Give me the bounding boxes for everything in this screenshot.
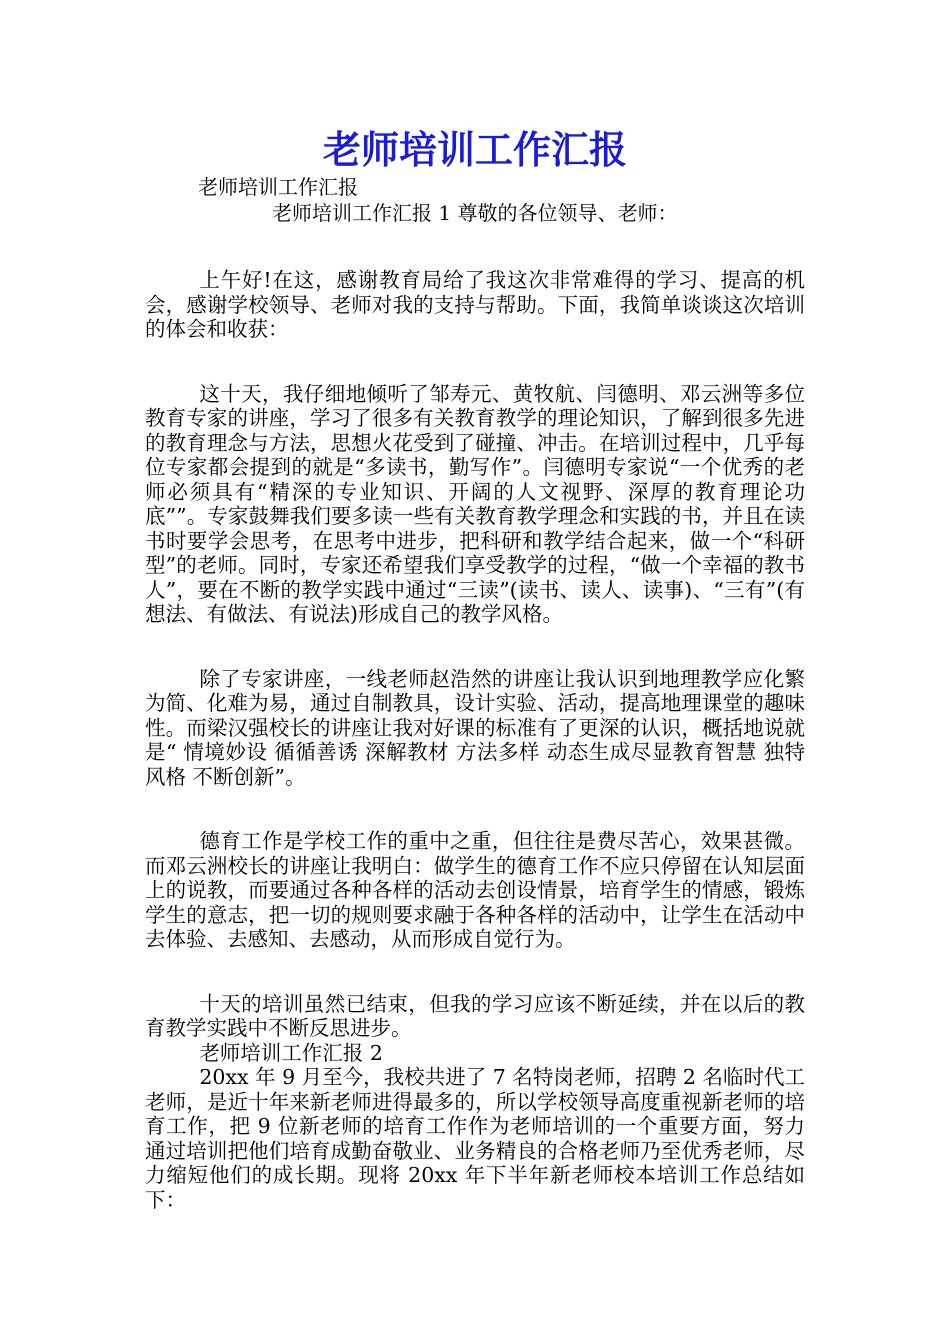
paragraph-new-teachers: 20xx 年 9 月至今，我校共进了 7 名特岗老师，招聘 2 名临时代工老师，是近十年来新老师进得最多的，所以学校领导高度重视新老师的培育工作，把 9 位新老师的培育工作作为老师培训的一个重要方面，努力通过培训把他们培育成勤奋敬业、业务精良的合格老师乃至优秀老师，尽力缩短他们的成长期。现将 20xx 年下半年新老师校本培训工作总结如下：	[145, 1065, 805, 1212]
document-body	[145, 268, 805, 1212]
paragraph-greeting: 上午好!在这，感谢教育局给了我这次非常难得的学习、提高的机会，感谢学校领导、老师对我的支持与帮助。下面，我简单谈谈这次培训的体会和收获：	[145, 268, 805, 341]
report-1-greeting: 老师培训工作汇报 1 尊敬的各位领导、老师：	[272, 201, 678, 225]
paragraph-frontline-teachers: 除了专家讲座，一线老师赵浩然的讲座让我认识到地理教学应化繁为简、化难为易，通过自制教具，设计实验、活动，提高地理课堂的趣味性。而梁汉强校长的讲座让我对好课的标准有了更深的认识，概括地说就是“ 情境妙设 循循善诱 深解教材 方法多样 动态生成尽显教育智慧 独特风格 不断创新”。	[145, 666, 805, 789]
document-subtitle: 老师培训工作汇报	[198, 175, 358, 199]
paragraph-expert-lectures: 这十天，我仔细地倾听了邹寿元、黄牧航、闫德明、邓云洲等多位教育专家的讲座，学习了很多有关教育教学的理论知识，了解到很多先进的教育理念与方法，思想火花受到了碰撞、冲击。在培训过程中，几乎每位专家都会提到的就是“多读书，勤写作”。闫德明专家说“一个优秀的老师必须具有“精深的专业知识、开阔的人文视野、深厚的教育理论功底””。专家鼓舞我们要多读一些有关教育教学理念和实践的书，并且在读书时要学会思考，在思考中进步，把科研和教学结合起来，做一个“科研型”的老师。同时，专家还希望我们享受教学的过程，“做一个幸福的教书人”，要在不断的教学实践中通过“三读”(读书、读人、读事)、“三有”(有想法、有做法、有说法)形成自己的教学风格。	[145, 381, 805, 626]
paragraph-conclusion: 十天的培训虽然已结束，但我的学习应该不断延续，并在以后的教育教学实践中不断反思进步。	[145, 991, 805, 1040]
report-2-heading: 老师培训工作汇报 2	[199, 1040, 383, 1065]
document-title: 老师培训工作汇报	[322, 127, 627, 172]
paragraph-moral-education: 德育工作是学校工作的重中之重，但往往是费尽苦心，效果甚微。而邓云洲校长的讲座让我明白：做学生的德育工作不应只停留在认知层面上的说教，而要通过各种各样的活动去创设情景，培育学生的情感，锻炼学生的意志，把一切的规则要求融于各种各样的活动中，让学生在活动中去体验、去感知、去感动，从而形成自觉行为。	[145, 829, 805, 951]
